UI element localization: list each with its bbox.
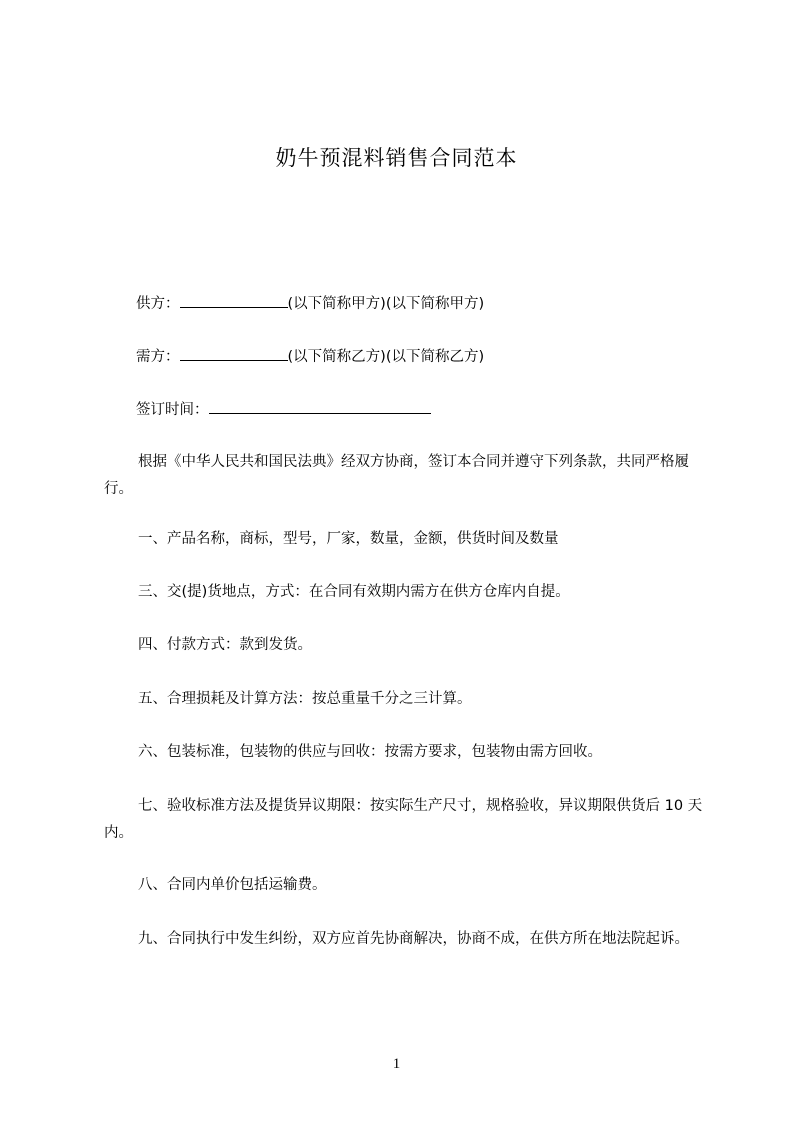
buyer-label: 需方： bbox=[136, 349, 180, 365]
clause-7: 七、验收标准方法及提货异议期限：按实际生产尺寸，规格验收，异议期限供货后 10 天内。 bbox=[104, 798, 703, 841]
supplier-line bbox=[136, 292, 484, 313]
clause-5: 五、合理损耗及计算方法：按总重量千分之三计算。 bbox=[138, 691, 472, 707]
clause-8: 八、合同内单价包括运输费。 bbox=[138, 877, 327, 893]
buyer-line bbox=[136, 345, 484, 366]
page-number: 1 bbox=[392, 1056, 401, 1072]
sign-time-blank bbox=[209, 399, 431, 414]
buyer-suffix: (以下简称乙方)(以下简称乙方) bbox=[287, 349, 485, 365]
clause-6: 六、包装标准，包装物的供应与回收：按需方要求，包装物由需方回收。 bbox=[138, 744, 602, 760]
clause-3: 三、交(提)货地点，方式：在合同有效期内需方在供方仓库内自提。 bbox=[138, 584, 570, 600]
buyer-blank bbox=[180, 346, 288, 361]
clause-1: 一、产品名称，商标，型号，厂家，数量，金额，供货时间及数量 bbox=[138, 531, 559, 547]
clause-4: 四、付款方式：款到发货。 bbox=[138, 637, 312, 653]
sign-time-label: 签订时间： bbox=[136, 402, 209, 418]
supplier-blank bbox=[180, 293, 288, 308]
document-title: 奶牛预混料销售合同范本 bbox=[275, 146, 518, 170]
preamble-paragraph: 根据《中华人民共和国民法典》经双方协商，签订本合同并遵守下列条款，共同严格履行。 bbox=[104, 454, 689, 497]
supplier-suffix: (以下简称甲方)(以下简称甲方) bbox=[287, 296, 485, 312]
sign-time-line bbox=[136, 398, 431, 419]
supplier-label: 供方： bbox=[136, 296, 180, 312]
clause-9: 九、合同执行中发生纠纷，双方应首先协商解决，协商不成，在供方所在地法院起诉。 bbox=[138, 931, 689, 947]
